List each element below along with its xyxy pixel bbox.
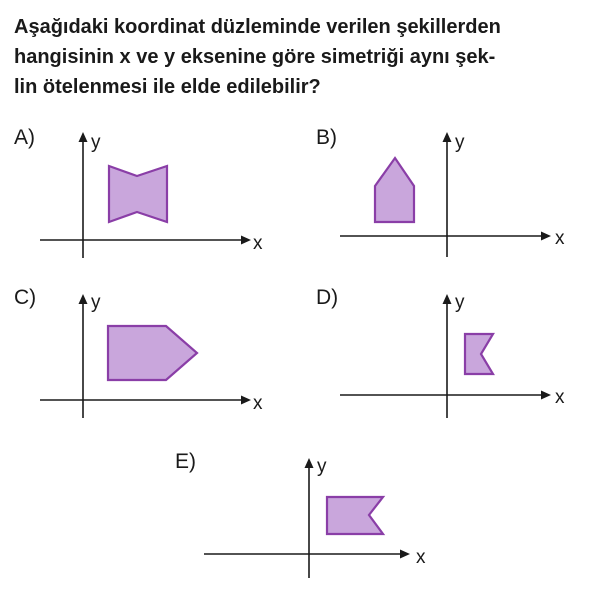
- y-axis-arrow: [305, 458, 314, 468]
- option-b-label[interactable]: B): [316, 126, 337, 149]
- shape-e: [327, 497, 383, 534]
- option-c-label[interactable]: C): [14, 286, 37, 309]
- option-d-label[interactable]: D): [316, 286, 339, 309]
- x-axis-label: x: [555, 228, 565, 249]
- question-line-2: hangisinin x ve y eksenine göre simetriği aynı şek-: [14, 46, 496, 68]
- y-axis-label: y: [455, 292, 465, 313]
- x-axis-label: x: [253, 393, 263, 414]
- x-axis-label: x: [253, 233, 263, 254]
- y-axis-label: y: [91, 292, 101, 313]
- option-e-label[interactable]: E): [175, 450, 196, 473]
- x-axis-arrow: [400, 550, 410, 559]
- question-line-1: Aşağıdaki koordinat düzleminde verilen şekillerden: [14, 16, 501, 38]
- x-axis-label: x: [416, 547, 426, 568]
- x-axis-label: x: [555, 387, 565, 408]
- question-line-3: lin ötelenmesi ile elde edilebilir?: [14, 76, 321, 98]
- y-axis-label: y: [455, 132, 465, 153]
- y-axis-label: y: [317, 456, 327, 477]
- y-axis-label: y: [91, 132, 101, 153]
- option-a-label[interactable]: A): [14, 126, 35, 149]
